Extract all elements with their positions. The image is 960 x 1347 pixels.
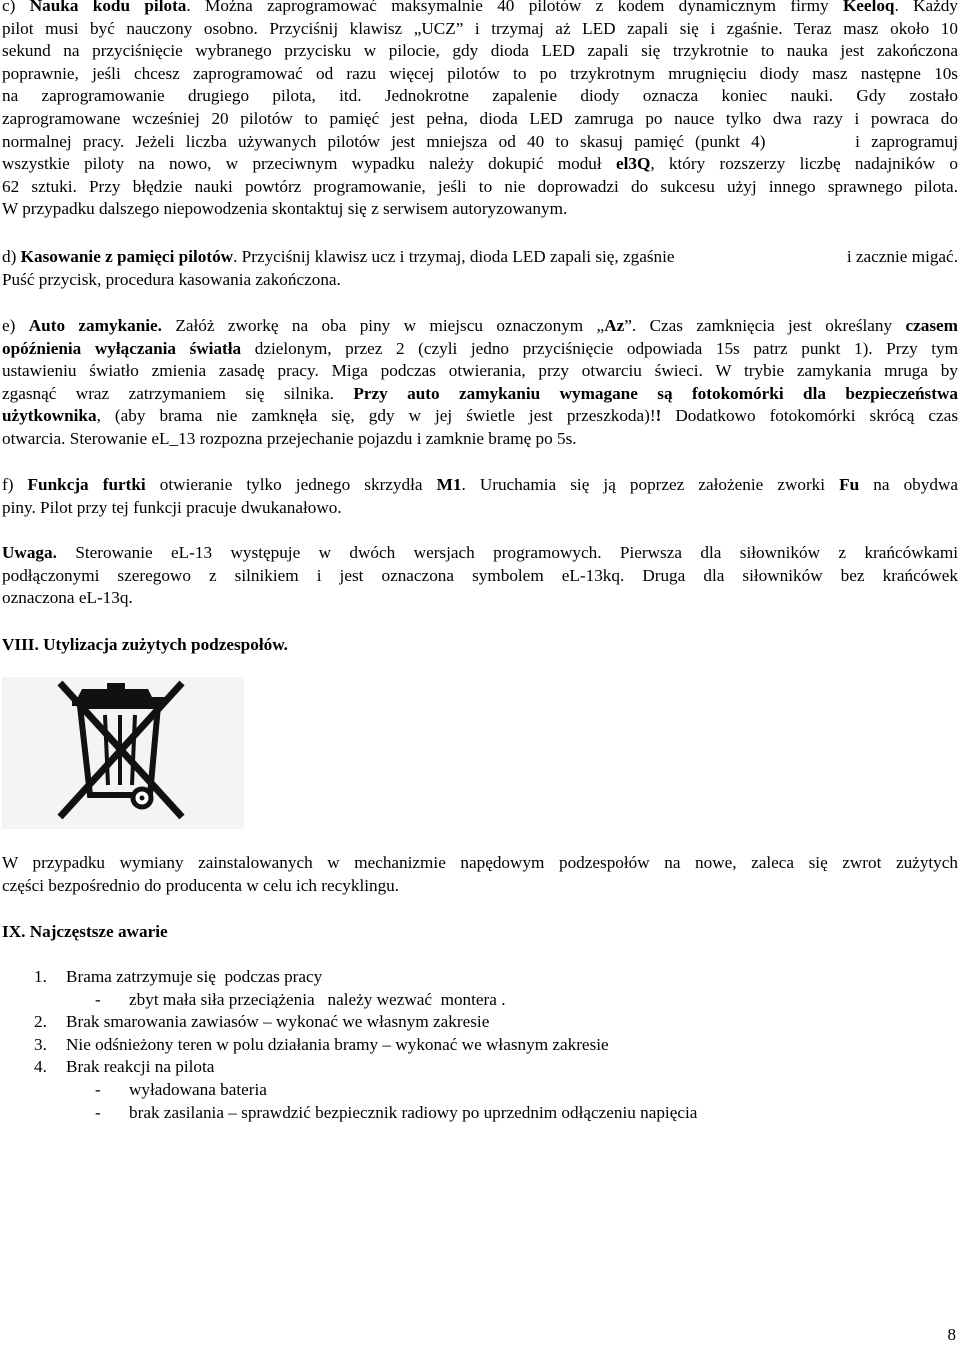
crossed-out-wheelie-bin-icon — [2, 677, 244, 829]
list-item: 4. Brak reakcji na pilota — [34, 1057, 215, 1077]
failure-list — [34, 966, 698, 1124]
text-line: f) Funkcja furtki otwieranie tylko jednego skrzydła M1. Uruchamia się ją poprzez założenie zworki Fu na obydwa — [2, 475, 958, 494]
text-line: otwarcia. Sterowanie eL_13 rozpozna przejechanie pojazdu i zamknie bramę po 5s. — [2, 428, 577, 448]
list-item: 2. Brak smarowania zawiasów – wykonać we własnym zakresie — [34, 1012, 490, 1032]
text-line: poprawnie, jeśli chcesz zaprogramować od razu więcej pilotów to po trzykrotnym mrugnięciu diody masz następne 10s — [2, 63, 958, 83]
text-line: użytkownika, (aby brama nie zamknęła się, gdy w jej świetle jest przeszkoda)!! Dodatkowo fotokomórki skrócą czas — [2, 406, 959, 426]
heading-ix: IX. Najczęstsze awarie — [2, 922, 168, 941]
text-line: podłączonymi szeregowo z silnikiem i jest oznaczona symbolem eL-13kq. Druga dla siłowników bez krańcówek — [2, 565, 958, 585]
text-line: 62 sztuki. Przy błędzie nauki powtórz programowanie, jeśli to nie doprowadzi do sukcesu użyj innego sprawnego pilota. — [2, 176, 958, 196]
text-line: W przypadku dalszego niepowodzenia skontaktuj się z serwisem autoryzowanym. — [2, 199, 568, 219]
disposal-paragraph — [2, 852, 958, 897]
text-line: ustawieniu światło zmienia zasadę pracy. Miga podczas otwierania, przy otwarciu świeci. W trybie zamykania mruga by — [2, 361, 958, 381]
page-number: 8 — [947, 1325, 956, 1344]
text-line: Puść przycisk, procedura kasowania zakończona. — [2, 269, 341, 289]
text-line: d) Kasowanie z pamięci pilotów. Przyciśnij klawisz ucz i trzymaj, dioda LED zapali się, zgaśnie i zacznie migać. — [2, 247, 958, 266]
text-line: zaprogramowane wcześniej 20 pilotów to pamięć jest pełna, dioda LED zamruga po nauce tylko dwa razy i powraca do — [2, 108, 958, 128]
heading-viii: VIII. Utylizacja zużytych podzespołów. — [2, 635, 288, 654]
text-line: opóźnienia wyłączania światła dzielonym, przez 2 (czyli jedno przyciśnięcie odpowiada 15s patrz punkt 1). Przy tym — [2, 338, 959, 358]
list-subitem: - brak zasilania – sprawdzić bezpiecznik radiowy po uprzednim odłączeniu napięcia — [95, 1102, 698, 1122]
uwaga-note — [2, 542, 958, 610]
text-line: pilot musi być nauczony osobno. Przyciśnij klawisz „UCZ” i trzymaj aż LED zapali się i zgaśnie. Teraz masz około 10 — [2, 18, 958, 38]
section-d-kasowanie — [2, 246, 958, 291]
section-f-funkcja-furtki — [2, 474, 958, 519]
text-line: c) Nauka kodu pilota. Można zaprogramować maksymalnie 40 pilotów z kodem dynamicznym firmy Keeloq. Każdy — [2, 0, 958, 15]
text-line: części bezpośrednio do producenta w celu ich recyklingu. — [2, 875, 400, 895]
text-line: wszystkie piloty na nowo, w przeciwnym wypadku należy dokupić moduł el3Q, który rozszerzy liczbę nadajników o — [2, 154, 958, 174]
recycling-symbol — [2, 677, 244, 829]
text-line: zgasnąć wraz zatrzymaniem się silnika. Przy auto zamykaniu wymagane są fotokomórki dla bezpieczeństwa — [2, 383, 958, 403]
text-line: normalnej pracy. Jeżeli liczba używanych pilotów jest mniejsza od 40 to skasuj pamięć (punkt 4) i zaprogramuj — [2, 131, 958, 151]
text-line: Uwaga. Sterowanie eL-13 występuje w dwóch wersjach programowych. Pierwsza dla siłowników z krańcówkami — [2, 543, 958, 562]
text-line: W przypadku wymiany zainstalowanych w mechanizmie napędowym podzespołów na nowe, zaleca się zwrot zużytych — [2, 853, 958, 872]
text-line: sekund na przyciśnięcie wybranego przycisku w pilocie, gdy dioda LED zapali się trzykrotnie to nauka jest zakończona — [2, 41, 958, 61]
text-line: piny. Pilot przy tej funkcji pracuje dwukanałowo. — [2, 497, 342, 517]
section-c-nauka-kodu-pilota — [2, 0, 958, 221]
list-subitem: - wyładowana bateria — [95, 1079, 267, 1099]
section-e-auto-zamykanie — [2, 315, 958, 451]
list-item: 1. Brama zatrzymuje się podczas pracy — [34, 967, 323, 986]
list-subitem: - zbyt mała siła przeciążenia należy wezwać montera . — [95, 989, 506, 1009]
text-line: e) Auto zamykanie. Załóż zworkę na oba piny w miejscu oznaczonym „Az”. Czas zamknięcia jest określany czasem — [2, 316, 958, 335]
list-item: 3. Nie odśnieżony teren w polu działania bramy – wykonać we własnym zakresie — [34, 1034, 609, 1054]
text-line: oznaczona eL-13q. — [2, 588, 133, 608]
text-line: na zaprogramowanie drugiego pilota, itd. Jednokrotne zapalenie diody oznacza koniec nauki. Gdy zostało — [2, 86, 958, 106]
